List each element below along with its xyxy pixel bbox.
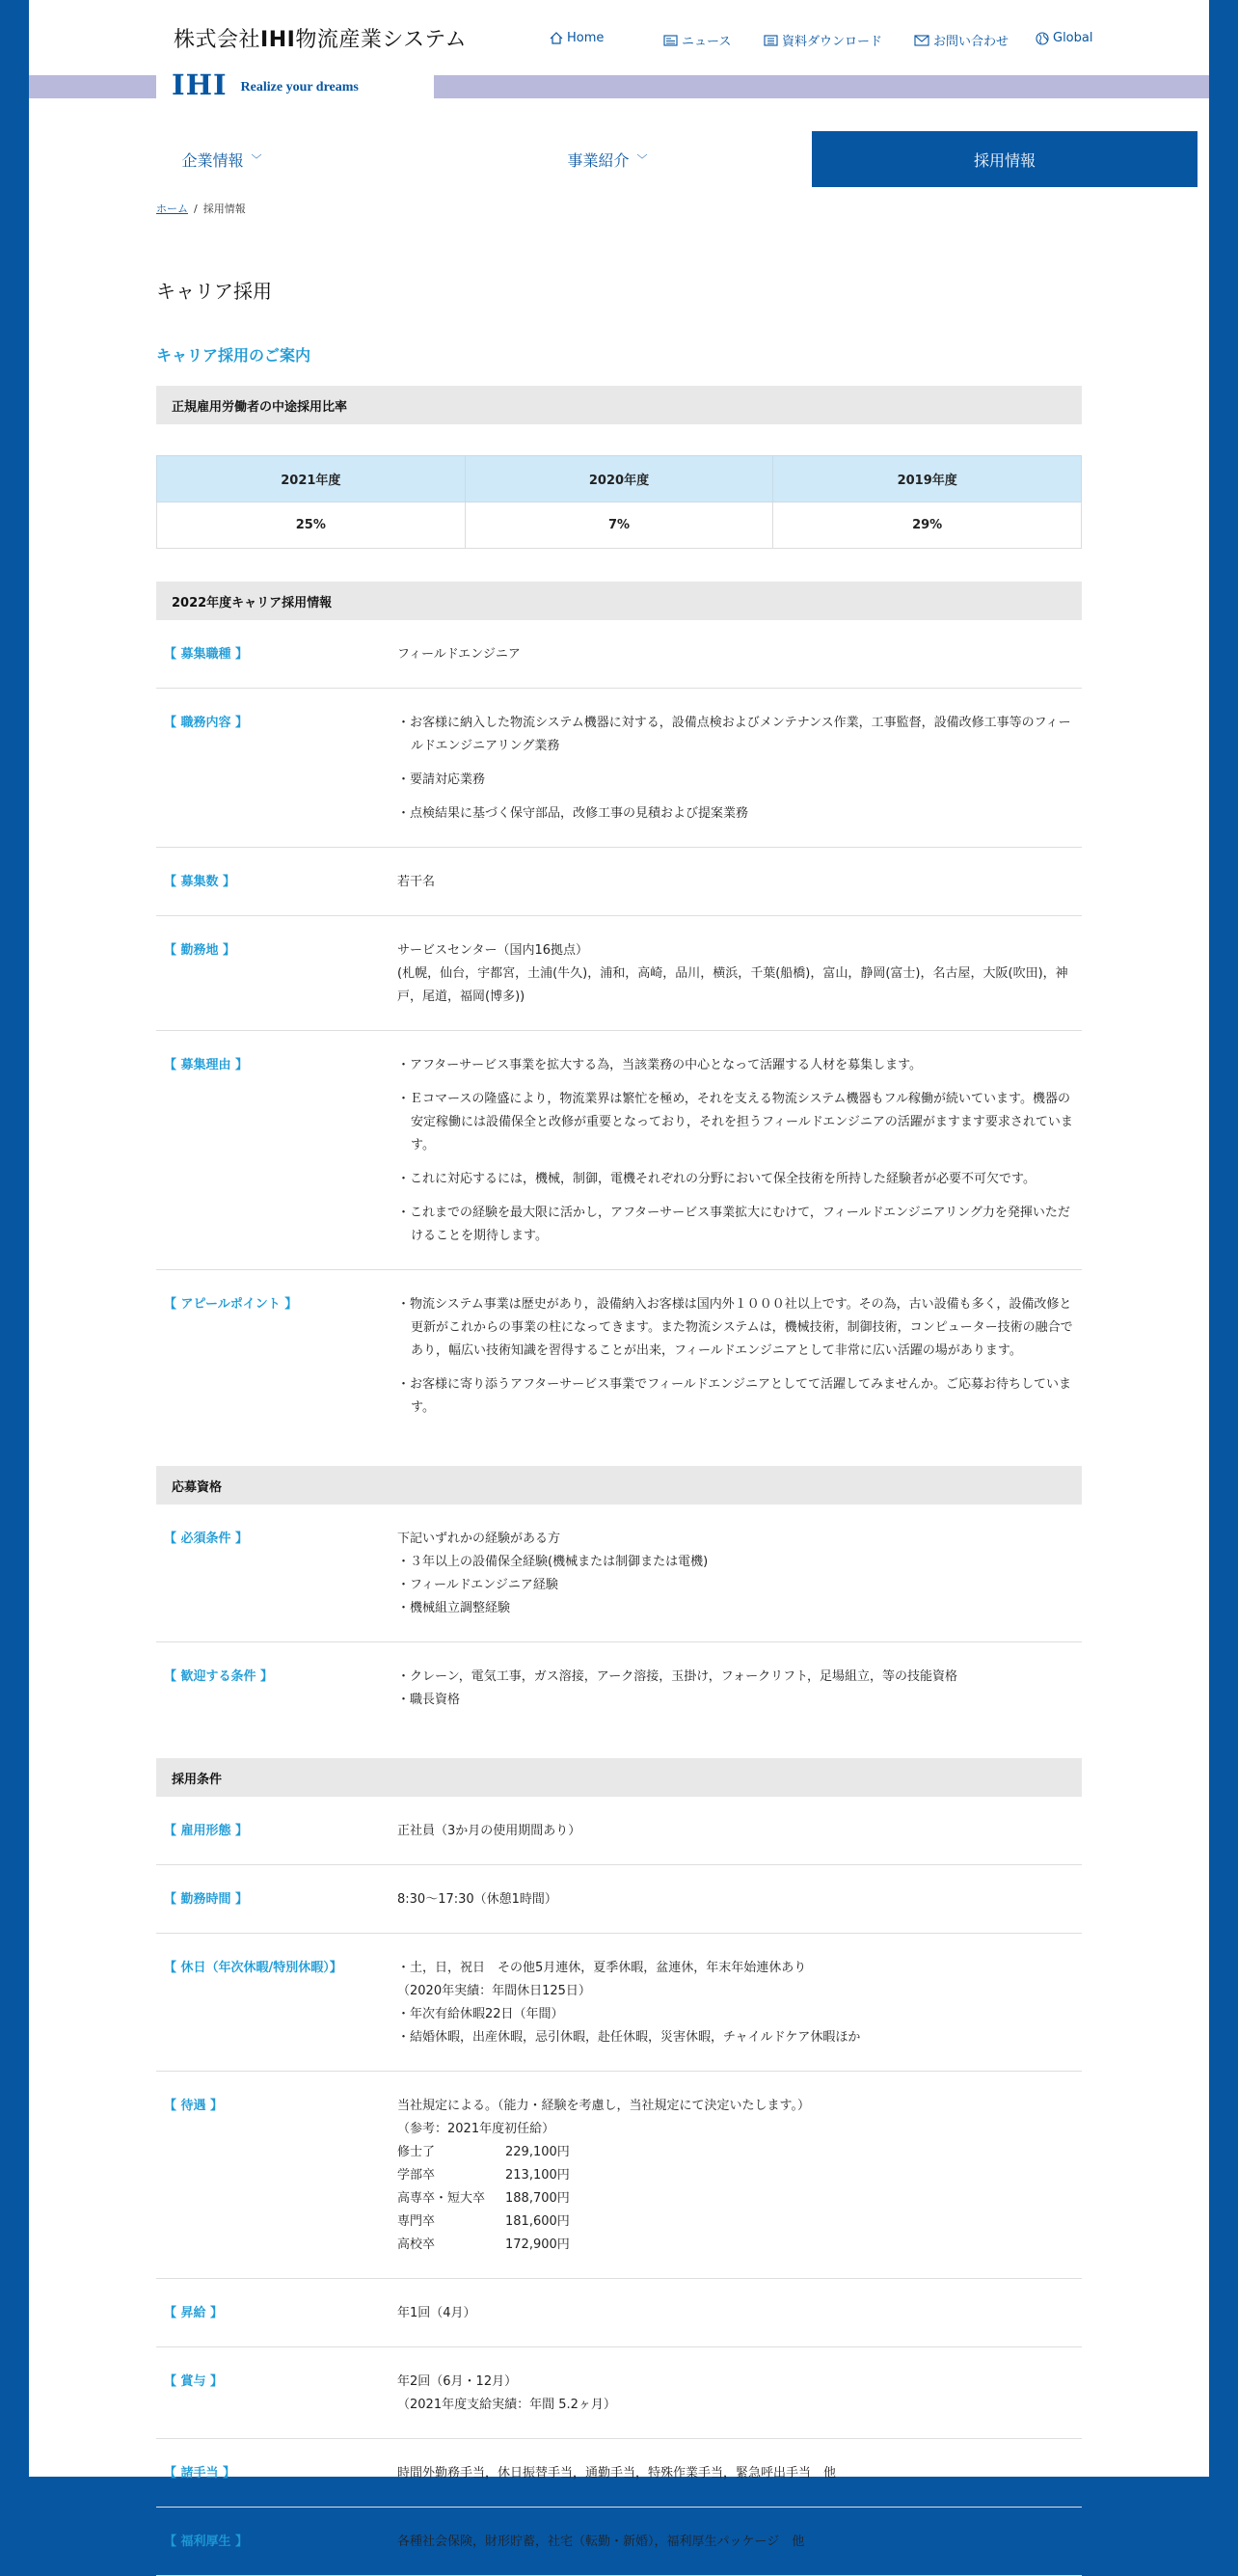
slogan: Realize your dreams: [240, 80, 359, 95]
pay-row: [397, 2187, 1082, 2210]
spec-label: 【 必須条件 】: [164, 1532, 249, 1546]
util-nav-label: 資料ダウンロード: [782, 35, 883, 49]
pay-row: [397, 2234, 1082, 2257]
spec-value: [397, 1888, 1082, 1912]
spec-line: ・クレーン，電気工事，ガス溶接，アーク溶接，玉掛け，フォークリフト，足場組立，等の技能資格: [397, 1669, 957, 1684]
spec-line: ・年次有給休暇22日（年間）: [397, 2007, 564, 2021]
spec-bullet: ・物流システム事業は歴史があり，設備納入お客様は国内外１０００社以上です。その為，古い設備も多く，設備改修と更新がこれからの事業の柱になってきます。また物流システムは，機械技術，制御技術，コンピューター技術の融合であり，幅広い技術知識を習得することが出来，フィールドエンジニアとして非常に広い活躍の場があります。: [397, 1297, 1073, 1358]
util-nav-download[interactable]: [764, 31, 882, 49]
spec-line: フィールドエンジニア: [397, 647, 521, 662]
nav-item-label: 企業情報: [181, 150, 244, 170]
spec-line: ・職長資格: [397, 1693, 461, 1707]
spec-value: [397, 2371, 1082, 2417]
spec-value: [397, 1293, 1082, 1420]
spec-row: [156, 1505, 1082, 1642]
spec-line: (札幌，仙台，宇都宮，土浦(牛久)，浦和，高崎，品川，横浜，千葉(船橋)，富山，静岡(富士)，名古屋，大阪(吹田)，神戸，尾道，福岡(博多)): [397, 966, 1068, 1004]
spec-value: [397, 2462, 1082, 2485]
qualifications-spec: [156, 1505, 1082, 1733]
company-prefix: 株式会社: [174, 28, 261, 52]
section-heading: キャリア採用のご案内: [156, 346, 311, 365]
nav-item-recruit[interactable]: [812, 131, 1198, 187]
spec-row: [156, 689, 1082, 848]
home-icon: [550, 32, 563, 44]
spec-line: 若干名: [397, 875, 436, 889]
pay-row: [397, 2210, 1082, 2234]
spec-bullet: ・これまでの経験を最大限に活かし，アフターサービス事業拡大にむけて，フィールドエンジニアリング力を発揮いただけることを期待します。: [397, 1206, 1070, 1243]
spec-line: ・土，日，祝日 その他5月連休，夏季休暇，盆連休，年末年始連休あり: [397, 1961, 807, 1975]
pay-amount: 172,900円: [505, 2237, 570, 2252]
spec-line: 年2回（6月・12月）: [397, 2374, 518, 2389]
spec-label: 【 休日（年次休暇/特別休暇）】: [164, 1961, 342, 1975]
brand-logo[interactable]: [156, 68, 434, 102]
spec-label: 【 諸手当 】: [164, 2466, 236, 2481]
spec-row: [156, 848, 1082, 916]
spec-line: 各種社会保険，財形貯蓄，社宅（転勤・新婚），福利厚生パッケージ 他: [397, 2535, 805, 2549]
breadcrumb-current: 採用情報: [202, 203, 246, 215]
spec-line: 8:30～17:30（休憩1時間）: [397, 1892, 557, 1907]
spec-label: 【 歓迎する条件 】: [164, 1669, 274, 1684]
spec-line: ・３年以上の設備保全経験(機械または制御または電機): [397, 1555, 709, 1569]
spec-line: （2021年度支給実績：年間 5.2ヶ月）: [397, 2398, 616, 2412]
spec-line: 下記いずれかの経験がある方: [397, 1532, 561, 1546]
spec-line: ・フィールドエンジニア経験: [397, 1578, 558, 1592]
ratio-year-header: 2020年度: [465, 456, 773, 502]
header: [29, 0, 1209, 77]
spec-row: [156, 1031, 1082, 1270]
spec-line: ・機械組立調整経験: [397, 1601, 511, 1615]
spec-value: [397, 1528, 1082, 1620]
conditions-spec: [156, 1797, 1082, 2576]
news-icon: [663, 35, 678, 46]
pay-amount: 229,100円: [505, 2145, 570, 2159]
spec-line: 正社員（3か月の使用期間あり）: [397, 1824, 581, 1838]
pay-amount: 213,100円: [505, 2168, 570, 2183]
spec-row: [156, 1270, 1082, 1441]
pay-grade: 専門卒: [397, 2214, 436, 2229]
spec-bullet: ・これに対応するには，機械，制御，電機それぞれの分野において保全技術を所持した経験者が必要不可欠です。: [397, 1172, 1036, 1186]
spec-row: [156, 2508, 1082, 2576]
pay-grade: 学部卒: [397, 2168, 436, 2183]
pay-grade: 高専卒・短大卒: [397, 2191, 486, 2206]
util-nav-contact[interactable]: [914, 31, 1009, 49]
company-name[interactable]: [174, 23, 467, 53]
chevron-down-icon: ﹀: [251, 153, 262, 166]
spec-label: 【 雇用形態 】: [164, 1824, 249, 1838]
spec-row: [156, 2072, 1082, 2279]
util-nav-global[interactable]: [1036, 31, 1092, 45]
chevron-down-icon: ﹀: [636, 153, 648, 166]
nav-item-company[interactable]: [77, 131, 366, 187]
spec-label: 【 勤務時間 】: [164, 1892, 249, 1907]
spec-value: [397, 643, 1082, 666]
spec-value: [397, 2302, 1082, 2325]
spec-line: 時間外勤務手当，休日振替手当，通勤手当，特殊作業手当，緊急呼出手当 他: [397, 2466, 837, 2481]
spec-value: [397, 2531, 1082, 2554]
spec-row: [156, 1934, 1082, 2072]
spec-bullet: ・アフターサービス事業を拡大する為，当該業務の中心となって活躍する人材を募集します。: [397, 1058, 923, 1072]
spec-bullet: ・Ｅコマースの隆盛により，物流業界は繁忙を極め，それを支える物流システム機器もフル稼働が続いています。機器の安定稼働には設備保全と改修が重要となっており，それを担うフィールドエンジニアの活躍がますます要求されています。: [397, 1092, 1073, 1152]
ratio-value: 29%: [773, 502, 1082, 549]
page: [29, 0, 1209, 2549]
nav-item-label: 採用情報: [973, 150, 1036, 170]
util-nav-label: Home: [567, 31, 605, 45]
spec-value: [397, 1054, 1082, 1248]
pay-grade: 高校卒: [397, 2237, 436, 2252]
company-ihi: IHI: [260, 28, 296, 52]
spec-row: [156, 1797, 1082, 1865]
globe-icon: [1036, 32, 1049, 45]
pay-grade: 修士了: [397, 2145, 436, 2159]
spec-label: 【 福利厚生 】: [164, 2535, 249, 2549]
spec-value: [397, 871, 1082, 894]
ratio-year-header: 2019年度: [773, 456, 1082, 502]
util-nav-label: Global: [1053, 31, 1093, 45]
util-nav-home[interactable]: [550, 31, 604, 45]
nav-item-label: 事業紹介: [567, 150, 630, 170]
spec-line: サービスセンター（国内16拠点）: [397, 943, 589, 958]
spec-line: （参考：2021年度初任給）: [397, 2122, 555, 2136]
nav-item-business[interactable]: [463, 131, 752, 187]
mail-icon: [914, 35, 929, 46]
ratio-year-header: 2021年度: [157, 456, 466, 502]
spec-value: [397, 1820, 1082, 1843]
spec-row: [156, 620, 1082, 689]
spec-label: 【 募集職種 】: [164, 647, 249, 662]
download-icon: [764, 35, 778, 46]
spec-bullet: ・要請対応業務: [397, 773, 486, 787]
spec-label: 【 勤務地 】: [164, 943, 236, 958]
spec-row: [156, 1642, 1082, 1733]
spec-value: [397, 2095, 1082, 2257]
ratio-value: 25%: [157, 502, 466, 549]
breadcrumb: [156, 201, 246, 216]
company-suffix: 物流産業システム: [295, 28, 468, 52]
spec-value: [397, 712, 1082, 826]
main-nav: [29, 131, 1209, 187]
page-title: キャリア採用: [156, 280, 272, 303]
spec-label: 【 募集数 】: [164, 875, 236, 889]
spec-line: ・結婚休暇，出産休暇，忌引休暇，赴任休暇，災害休暇，チャイルドケア休暇ほか: [397, 2030, 861, 2045]
spec-label: 【 待遇 】: [164, 2099, 224, 2113]
spec-label: 【 アピールポイント 】: [164, 1297, 298, 1312]
qualifications-band: 応募資格: [156, 1466, 1082, 1505]
pay-row: [397, 2164, 1082, 2187]
spec-row: [156, 2279, 1082, 2347]
main-content: [156, 276, 1082, 2576]
spec-line: （2020年実績：年間休日125日）: [397, 1984, 591, 1998]
spec-value: [397, 1957, 1082, 2049]
ratio-band: 正規雇用労働者の中途採用比率: [156, 386, 1082, 424]
spec-row: [156, 1865, 1082, 1934]
spec-row: [156, 2439, 1082, 2508]
util-nav-news[interactable]: [663, 31, 731, 49]
spec-row: [156, 2347, 1082, 2439]
spec-row: [156, 916, 1082, 1031]
spec-label: 【 昇給 】: [164, 2306, 224, 2320]
ratio-value: 7%: [465, 502, 773, 549]
spec-value: [397, 1666, 1082, 1712]
spec-line: 年1回（4月）: [397, 2306, 476, 2320]
recruit-band: 2022年度キャリア採用情報: [156, 582, 1082, 620]
spec-bullet: ・お客様に納入した物流システム機器に対する，設備点検およびメンテナンス作業，工事監督，設備改修工事等のフィールドエンジニアリング業務: [397, 716, 1071, 753]
pay-amount: 181,600円: [505, 2214, 570, 2229]
spec-bullet: ・お客様に寄り添うアフターサービス事業でフィールドエンジニアとしてて活躍してみませんか。ご応募お待ちしています。: [397, 1377, 1071, 1415]
util-nav-label: お問い合わせ: [933, 35, 1009, 49]
breadcrumb-home-link[interactable]: ホーム: [156, 203, 188, 215]
breadcrumb-separator: /: [194, 203, 198, 215]
pay-amount: 188,700円: [505, 2191, 570, 2206]
ratio-value-row: [157, 502, 1082, 549]
spec-label: 【 募集理由 】: [164, 1058, 249, 1072]
ihi-logo: IHI: [172, 68, 228, 101]
util-nav-label: ニュース: [682, 35, 732, 49]
spec-label: 【 職務内容 】: [164, 716, 249, 730]
spec-value: [397, 939, 1082, 1009]
pay-row: [397, 2141, 1082, 2164]
spec-bullet: ・点検結果に基づく保守部品，改修工事の見積および提案業務: [397, 806, 749, 821]
spec-label: 【 賞与 】: [164, 2374, 224, 2389]
conditions-band: 採用条件: [156, 1758, 1082, 1797]
spec-line: 当社規定による。（能力・経験を考慮し，当社規定にて決定いたします。）: [397, 2099, 810, 2113]
recruit-spec: [156, 620, 1082, 1441]
ratio-table: [156, 455, 1082, 549]
ratio-header-row: [157, 456, 1082, 502]
